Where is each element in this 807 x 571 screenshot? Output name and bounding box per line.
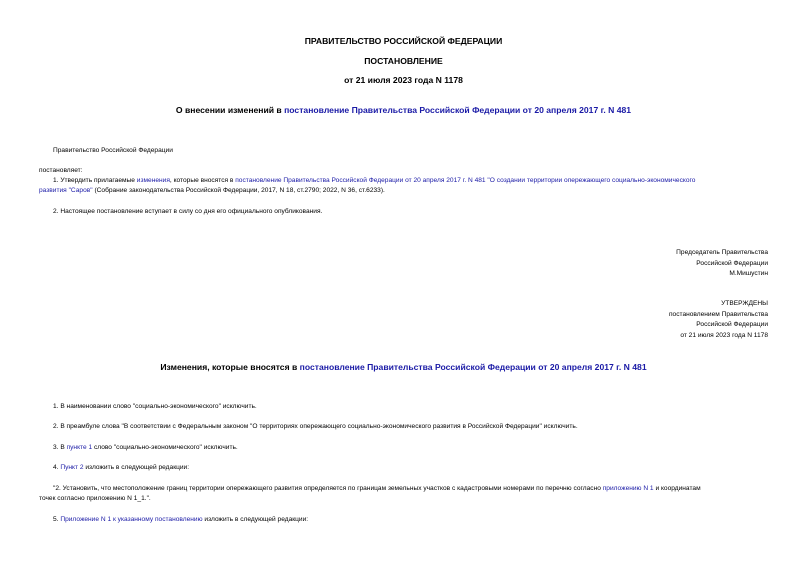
approval-line-3: Российской Федерации bbox=[696, 321, 768, 328]
change-5-text-b: изложить в следующей редакции: bbox=[202, 516, 309, 523]
point-1-link[interactable]: пункте 1 bbox=[66, 444, 93, 451]
appendix-1-resolution-link[interactable]: Приложение N 1 к указанному постановлению bbox=[60, 516, 203, 523]
approval-line-2: постановлением Правительства bbox=[668, 310, 768, 318]
change-5-text-a: 5. bbox=[53, 516, 61, 523]
appendix-1-link[interactable]: приложению N 1 bbox=[602, 485, 654, 492]
document-date-number: от 21 июля 2023 года N 1178 bbox=[344, 75, 463, 85]
change-1-text: 1. В наименовании слово "социально-экономического" исключить. bbox=[53, 403, 257, 410]
item-1-text-b: , которые вносятся в bbox=[169, 177, 236, 184]
changes-title-link[interactable]: постановление Правительства Российской Федерации от 20 апреля 2017 г. N 481 bbox=[299, 362, 647, 372]
quote-line-2: точек согласно приложению N 1_1.". bbox=[39, 495, 151, 502]
document-type-heading: ПОСТАНОВЛЕНИЕ bbox=[364, 56, 443, 66]
changes-title bbox=[0, 362, 807, 372]
change-3-text-b: слово "социально-экономического" исключить. bbox=[92, 444, 238, 451]
government-heading: ПРАВИТЕЛЬСТВО РОССИЙСКОЙ ФЕДЕРАЦИИ bbox=[304, 36, 503, 46]
document-title bbox=[0, 105, 807, 115]
approval-line-4: от 21 июля 2023 года N 1178 bbox=[680, 331, 768, 339]
decrees-text: постановляет: bbox=[39, 167, 83, 174]
item-2-text: 2. Настоящее постановление вступает в силу со дня его официального опубликования. bbox=[53, 208, 323, 215]
point-2-link[interactable]: Пункт 2 bbox=[60, 464, 84, 471]
quote-text-a: "2. Установить, что местоположение границ территории опережающего развития определяется по границам земельных участков с кадастровыми номерами по перечню согласно bbox=[53, 485, 603, 492]
approval-block bbox=[669, 299, 768, 341]
title-reference-link[interactable]: постановление Правительства Российской Федерации от 20 апреля 2017 г. N 481 bbox=[284, 105, 632, 115]
issuer-text: Правительство Российской Федерации bbox=[53, 147, 173, 154]
approval-heading: УТВЕРЖДЕНЫ bbox=[721, 300, 768, 307]
change-5-text bbox=[53, 515, 308, 525]
quote-text-b: и координатам bbox=[653, 485, 701, 492]
signature-name: М.Мишустин bbox=[729, 270, 768, 277]
item-1-text-c: (Собрание законодательства Российской Федерации, 2017, N 18, ст.2790; 2022, N 36, ст.6233). bbox=[92, 187, 385, 194]
item-1-text-a: 1. Утвердить прилагаемые bbox=[53, 177, 137, 184]
changes-title-prefix: Изменения, которые вносятся в bbox=[160, 362, 300, 372]
change-4-text-a: 4. bbox=[53, 464, 61, 471]
change-3-text-a: 3. В bbox=[53, 444, 67, 451]
change-2-text: 2. В преамбуле слова "В соответствии с Федеральным законом "О территориях опережающего социально-экономического развития в Российской Федерации" исключить. bbox=[53, 423, 578, 430]
signature-block bbox=[676, 248, 768, 280]
item-1-line-1 bbox=[53, 176, 695, 186]
signature-organization: Российской Федерации bbox=[696, 259, 768, 267]
quote-line-1 bbox=[53, 484, 701, 494]
resolution-481-link-continued[interactable]: развития "Саров" bbox=[39, 187, 93, 194]
resolution-481-link[interactable]: постановление Правительства Российской Федерации от 20 апреля 2017 г. N 481 "О создании территории опережающего социально-экономического bbox=[235, 177, 696, 184]
changes-link[interactable]: изменения bbox=[136, 177, 170, 184]
change-3-text bbox=[53, 443, 238, 453]
change-4-text-b: изложить в следующей редакции: bbox=[83, 464, 190, 471]
signature-position: Председатель Правительства bbox=[676, 249, 768, 256]
item-1-line-2 bbox=[39, 186, 385, 196]
change-4-text bbox=[53, 463, 189, 473]
document-title-prefix: О внесении изменений в bbox=[175, 105, 285, 115]
